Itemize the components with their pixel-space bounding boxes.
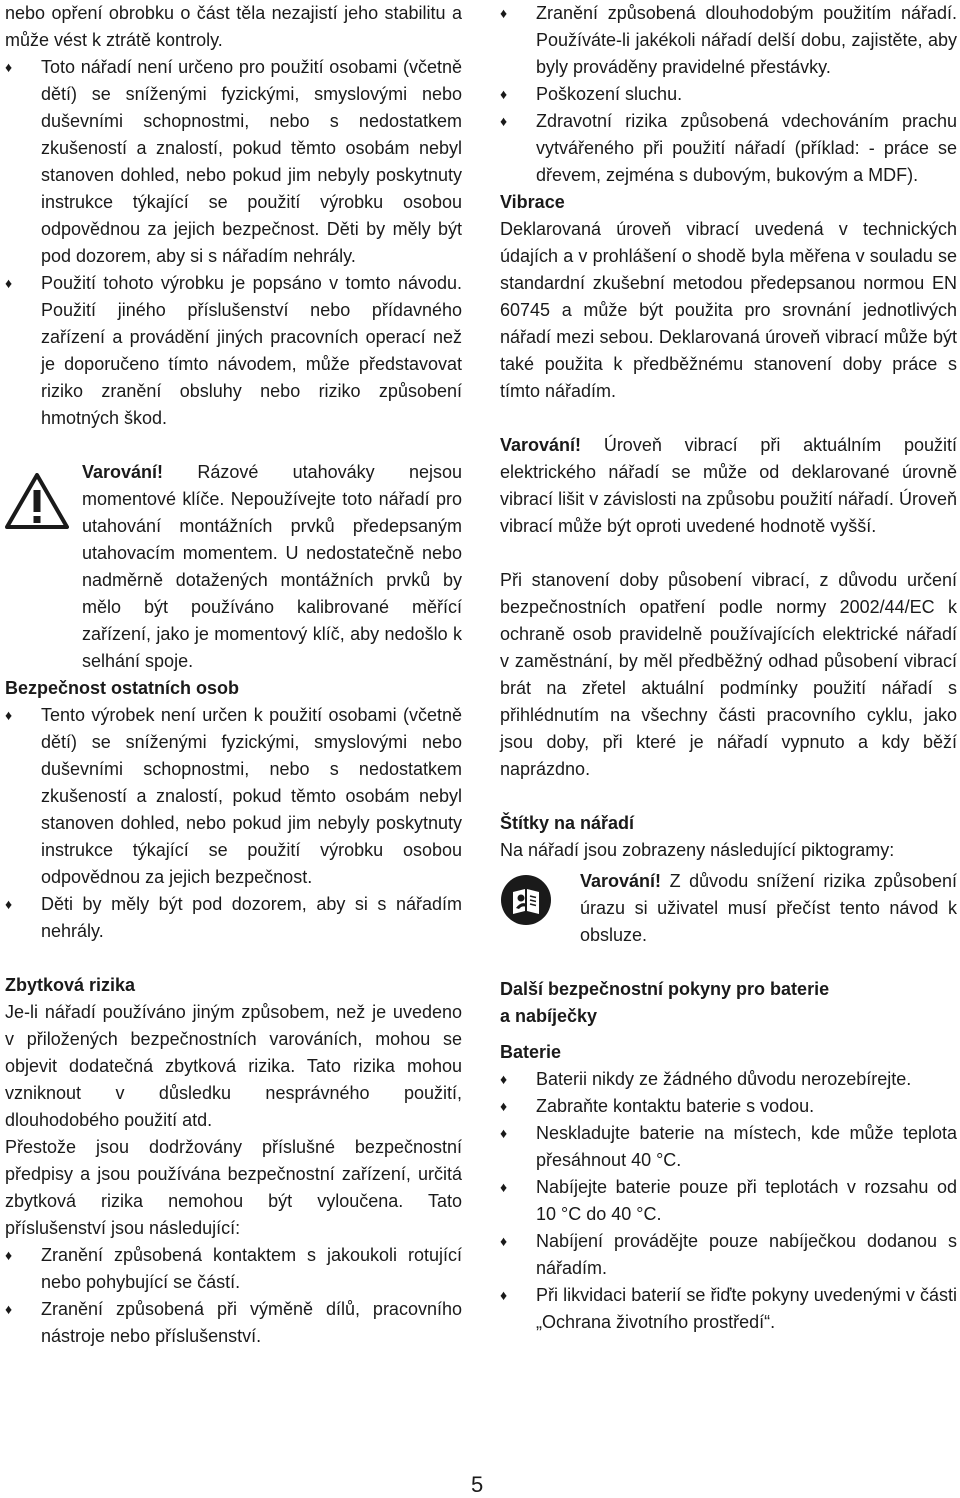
warning-triangle-icon	[5, 473, 69, 529]
list-item: ♦ Při likvidaci baterií se řiďte pokyny uvedenými v části „Ochrana životního prostředí“.	[500, 1282, 957, 1336]
vibration-paragraph: Deklarovaná úroveň vibrací uvedená v technických údajích a v prohlášení o shodě byla měřena v souladu se standardní zkušební metodou předepsanou normou EN 60745 a může být použita pro srovnání jednotlivých nářadí mezi sebou. Deklarovaná úroveň vibrací může být také použita k předběžnému stanovení doby práce s tímto nářadím.	[500, 219, 957, 401]
residual-paragraph: Přestože jsou dodržovány příslušné bezpečnostní předpisy a jsou používána bezpečnostní zařízení, určitá zbytková rizika nemohou být vyloučena. Tato příslušenství jsou následující:	[5, 1137, 462, 1238]
residual-heading: Zbytková rizika	[5, 975, 136, 995]
diamond-bullet-icon: ♦	[500, 5, 508, 21]
diamond-bullet-icon: ♦	[5, 707, 13, 723]
diamond-bullet-icon: ♦	[500, 1098, 508, 1114]
vibration-paragraph: Při stanovení doby působení vibrací, z důvodu určení bezpečnostních opatření podle normy 2002/44/EC k ochraně osob pravidelně používajících elektrické nářadí v zaměstnání, by měl předběžný odhad působení vibrací brát na zřetel aktuální podmínky použití nářadí s přihlédnutím na všechny části pracovního cyklu, jako jsou doby, při které je nářadí vypnuto a kdy běží naprázdno.	[500, 570, 957, 779]
list-item: ♦ Poškození sluchu.	[500, 81, 957, 108]
list-item: ♦ Zranění způsobená při výměně dílů, pracovního nástroje nebo příslušenství.	[5, 1296, 462, 1350]
list-item: ♦ Nabíjení provádějte pouze nabíječkou dodanou s nářadím.	[500, 1228, 957, 1282]
diamond-bullet-icon: ♦	[5, 1247, 13, 1263]
list-item: ♦ Zranění způsobená dlouhodobým použitím nářadí. Používáte-li jakékoli nářadí delší dobu, zajistěte, aby byly prováděny pravidelné přestávky.	[500, 0, 957, 81]
diamond-bullet-icon: ♦	[500, 1125, 508, 1141]
diamond-bullet-icon: ♦	[500, 1287, 508, 1303]
list-item: ♦ Tento výrobek není určen k použití osobami (včetně dětí) se sníženými fyzickými, smyslovými nebo duševními schopnostmi, nebo s nedostatkem zkušeností a znalostí, pokud těmto osobám nebyl stanoven dohled, nebo pokud jim nebyly poskytnuty instrukce týkající se použití výrobku osobou odpovědnou za jejich bezpečnost.	[5, 702, 462, 891]
intro-tail: nebo opření obrobku o část těla nezajistí jeho stabilitu a může vést k ztrátě kontroly.	[5, 3, 462, 50]
impact-wrench-warning	[5, 459, 462, 675]
diamond-bullet-icon: ♦	[500, 1071, 508, 1087]
others-heading: Bezpečnost ostatních osob	[5, 678, 240, 698]
read-manual-icon	[500, 874, 552, 926]
list-item: ♦ Baterii nikdy ze žádného důvodu nerozebírejte.	[500, 1066, 957, 1093]
residual-paragraph: Je-li nářadí používáno jiným způsobem, než je uvedeno v přiložených bezpečnostních varováních, mohou se objevit dodatečná zbytková rizika. Tato rizika mohou vzniknout v důsledku nesprávného použití, dlouhodobého použití atd.	[5, 1002, 462, 1130]
vibration-warning: Varování! Úroveň vibrací při aktuálním použití elektrického nářadí se může od deklarované úrovně vibrací lišit v závislosti na způsobu použití nářadí. Úroveň vibrací může být oproti uvedené hodnotě vyšší.	[500, 435, 957, 536]
battery-heading: Další bezpečnostní pokyny pro baterie a nabíječky	[500, 979, 830, 1026]
page-number: 5	[471, 1472, 484, 1497]
diamond-bullet-icon: ♦	[500, 86, 508, 102]
diamond-bullet-icon: ♦	[5, 896, 13, 912]
right-column	[500, 0, 957, 1336]
labels-intro: Na nářadí jsou zobrazeny následující piktogramy:	[500, 840, 895, 860]
vibration-heading: Vibrace	[500, 192, 565, 212]
list-item: ♦ Nabíjejte baterie pouze při teplotách v rozsahu od 10 °C do 40 °C.	[500, 1174, 957, 1228]
warning-label: Varování!	[82, 462, 164, 482]
list-item: ♦ Neskladujte baterie na místech, kde může teplota přesáhnout 40 °C.	[500, 1120, 957, 1174]
labels-heading: Štítky na nářadí	[500, 813, 635, 833]
battery-subheading: Baterie	[500, 1042, 562, 1062]
list-item: ♦ Toto nářadí není určeno pro použití osobami (včetně dětí) se sníženými fyzickými, smyslovými nebo duševními schopnostmi, nebo s nedostatkem zkušeností a znalostí, pokud těmto osobám nebyl stanoven dohled, nebo pokud jim nebyly poskytnuty instrukce týkající se použití výrobku osobou odpovědnou za jejich bezpečnost. Děti by měly být pod dozorem, aby si s nářadím nehrály.	[5, 54, 462, 270]
warning-text: Rázové utahováky nejsou momentové klíče. Nepoužívejte toto nářadí pro utahování montážních prvků předepsaným utahovacím momentem. U nedostatečně nebo nadměrně dotažených montážních prvků by mělo být používáno kalibrované měřící zařízení, jako je momentový klíč, aby nedošlo k selhání spoje.	[82, 462, 462, 671]
warning-label: Varování!	[580, 871, 662, 891]
list-item: ♦ Zranění způsobená kontaktem s jakoukoli rotující nebo pohybující se částí.	[5, 1242, 462, 1296]
list-item: ♦ Zdravotní rizika způsobená vdechováním prachu vytvářeného při použití nářadí (příklad: - práce se dřevem, zejména s dubovým, bukovým a MDF).	[500, 108, 957, 189]
diamond-bullet-icon: ♦	[500, 1233, 508, 1249]
warning-label: Varování!	[500, 435, 582, 455]
left-column	[5, 0, 462, 1350]
diamond-bullet-icon: ♦	[5, 59, 13, 75]
diamond-bullet-icon: ♦	[5, 275, 13, 291]
list-item: ♦ Zabraňte kontaktu baterie s vodou.	[500, 1093, 957, 1120]
diamond-bullet-icon: ♦	[5, 1301, 13, 1317]
diamond-bullet-icon: ♦	[500, 113, 508, 129]
list-item: ♦ Použití tohoto výrobku je popsáno v tomto návodu. Použití jiného příslušenství nebo přídavného zařízení a provádění jiných pracovních operací než je doporučeno tímto návodem, může představovat riziko zranění obsluhy nebo riziko způsobení hmotných škod.	[5, 270, 462, 432]
diamond-bullet-icon: ♦	[500, 1179, 508, 1195]
list-item: ♦ Děti by měly být pod dozorem, aby si s nářadím nehrály.	[5, 891, 462, 945]
manual-pictogram-block: Varování! Z důvodu snížení rizika způsobení úrazu si uživatel musí přečíst tento návod k obsluze.	[500, 868, 957, 949]
